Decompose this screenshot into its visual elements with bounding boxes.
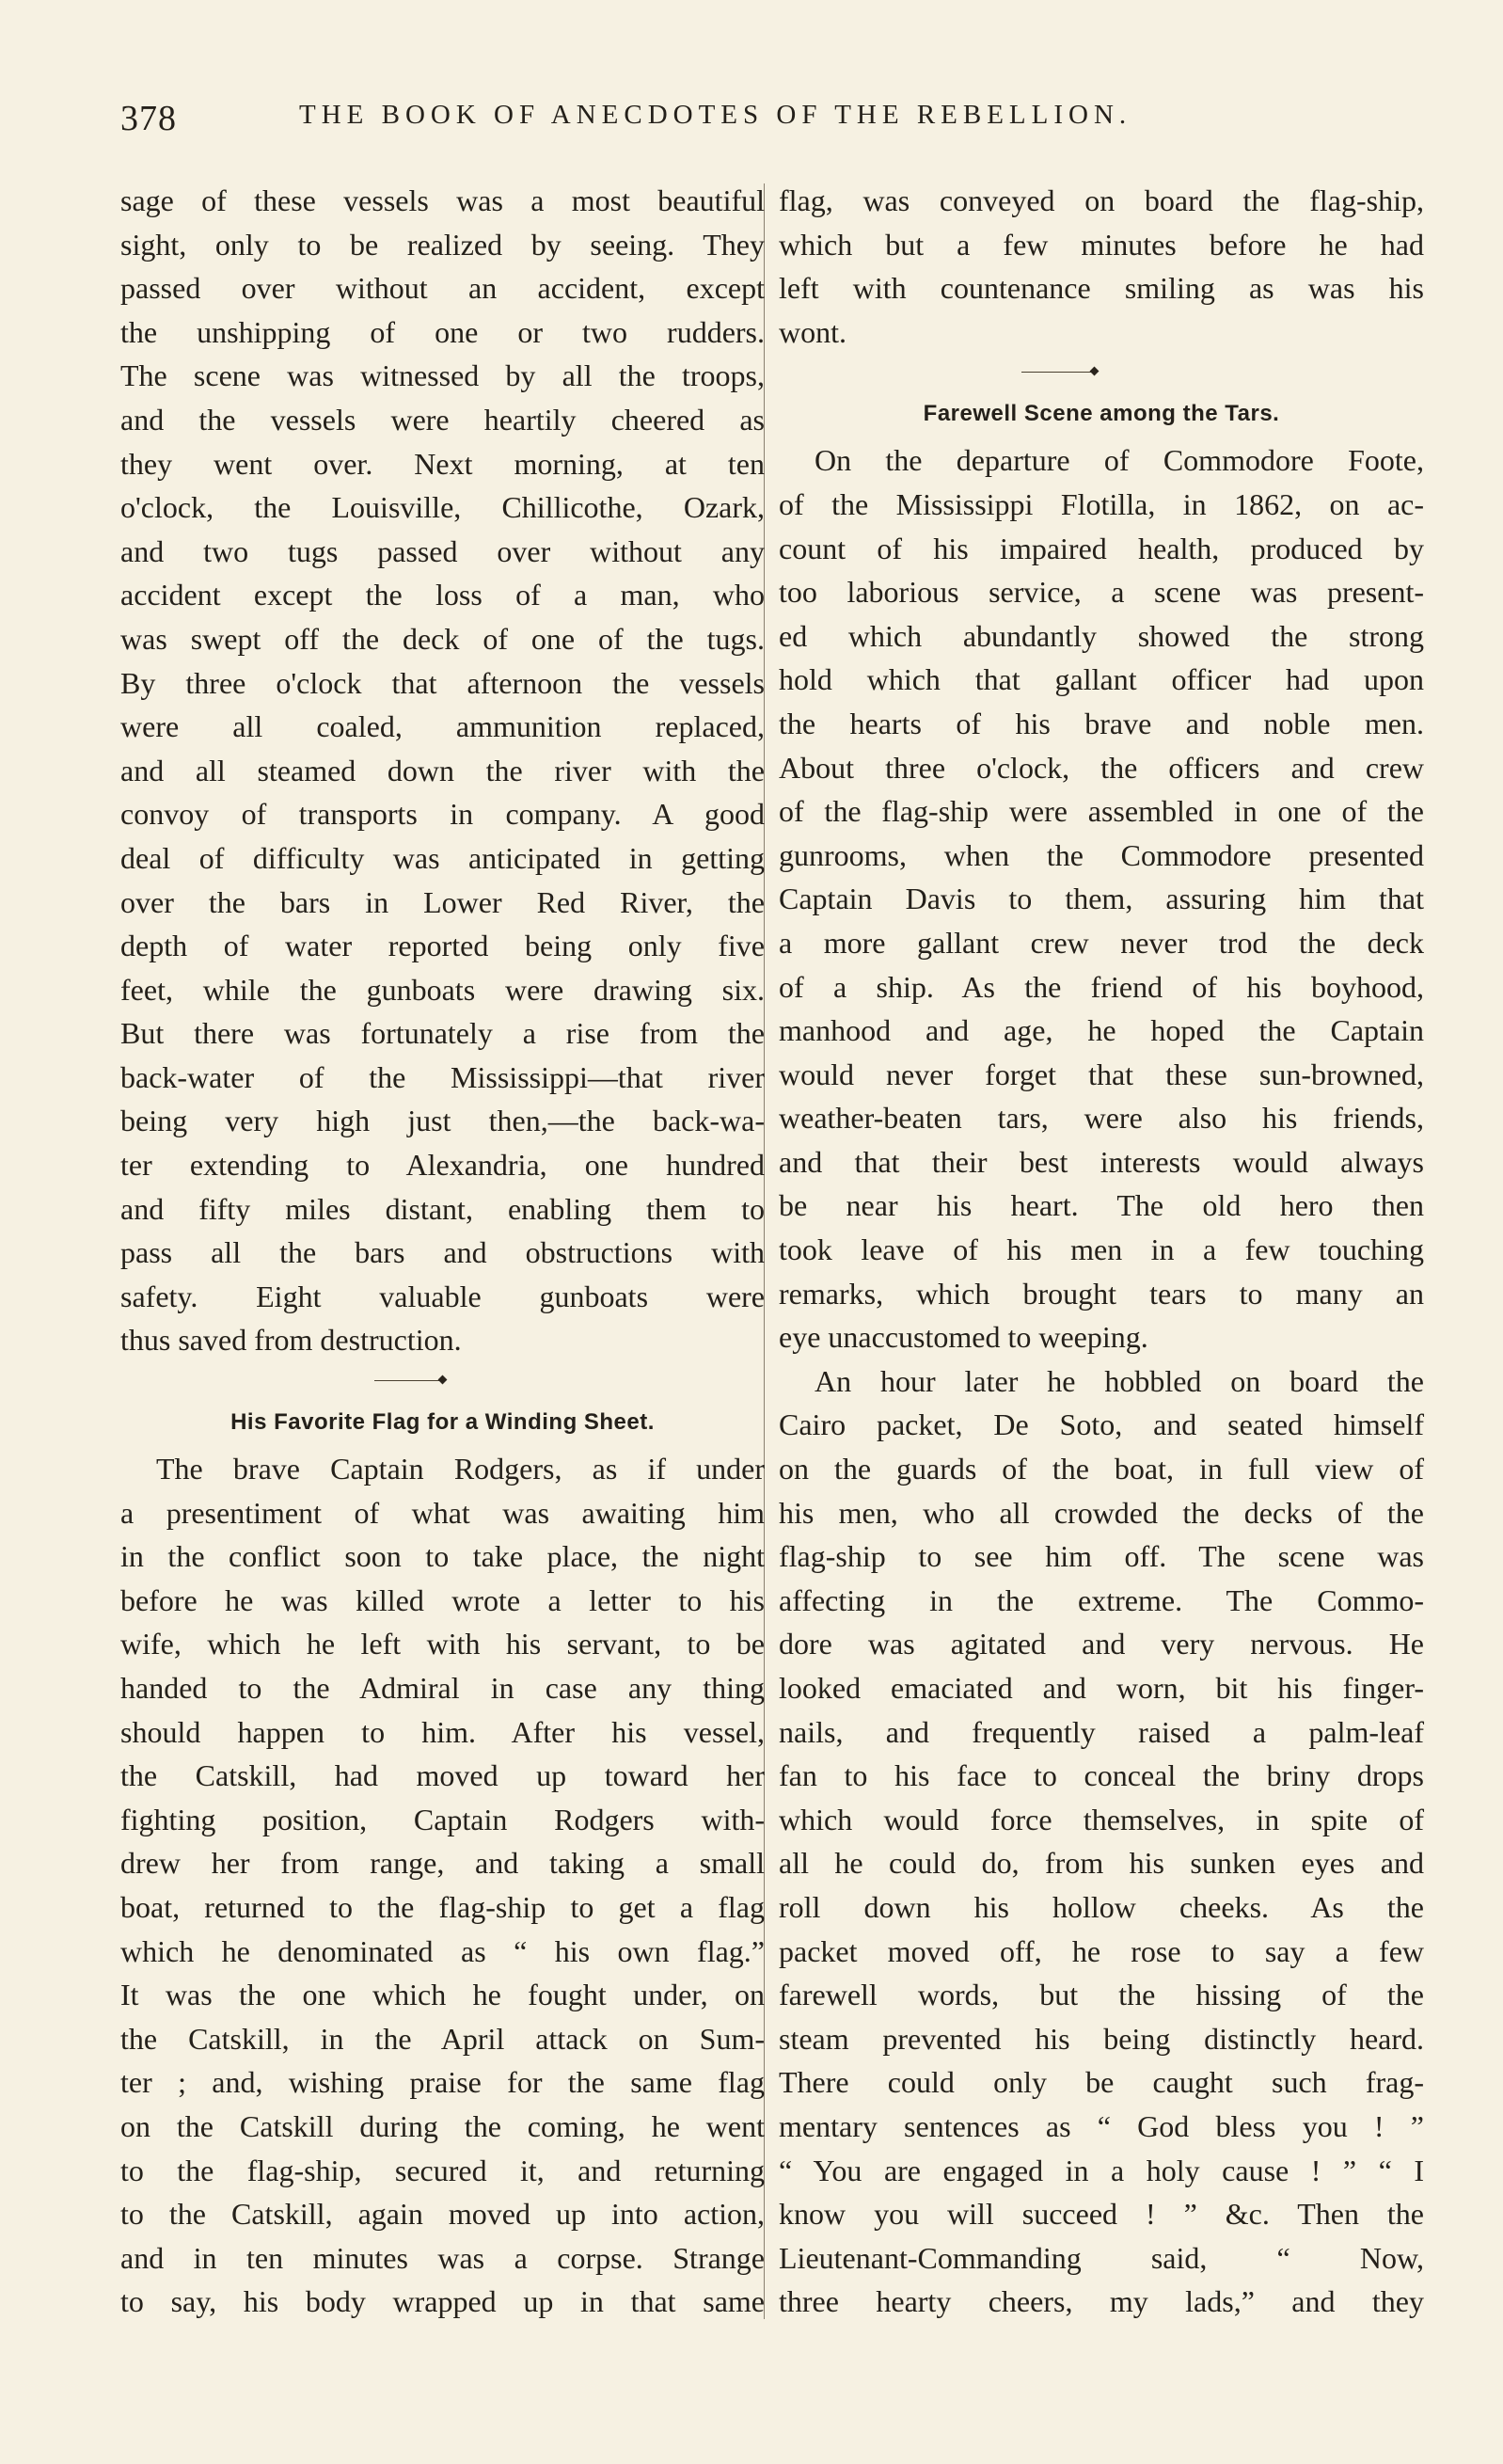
text-line: ter ; and, wishing praise for the same flag [120, 2065, 765, 2100]
text-line: which would force themselves, in spite of [779, 1802, 1424, 1836]
text-line: ter extending to Alexandria, one hundred [120, 1148, 765, 1183]
text-line: By three o'clock that afternoon the vessels [120, 665, 765, 700]
left-paragraph-rodgers [120, 1447, 765, 2324]
right-column [779, 179, 1424, 2324]
text-line: they went over. Next morning, at ten [120, 446, 765, 481]
left-column [120, 179, 765, 2324]
text-line: passed over without an accident, except [120, 271, 765, 306]
text-line: being very high just then,—the back-wa- [120, 1104, 765, 1138]
page-header [120, 98, 1428, 151]
text-line: before he was killed wrote a letter to his [120, 1582, 765, 1617]
text-line: looked emaciated and worn, bit his finger- [779, 1671, 1424, 1705]
text-line: remarks, which brought tears to many an [779, 1276, 1424, 1311]
left-paragraph-continued [120, 179, 765, 1362]
section-heading-farewell-scene: Farewell Scene among the Tars. [923, 401, 1280, 427]
text-line: his men, who all crowded the decks of the [779, 1495, 1424, 1530]
text-line: left with countenance smiling as was his [779, 271, 1424, 306]
running-title: THE BOOK OF ANECDOTES OF THE REBELLION. [299, 100, 1132, 130]
text-line: feet, while the gunboats were drawing six. [120, 972, 765, 1007]
text-line: the Catskill, in the April attack on Sum- [120, 2021, 765, 2056]
text-line: over the bars in Lower Red River, the [120, 884, 765, 919]
text-line: About three o'clock, the officers and crew [779, 750, 1424, 785]
text-line: On the departure of Commodore Foote, [815, 443, 1424, 478]
text-line: deal of difficulty was anticipated in getting [120, 840, 765, 875]
text-line: drew her from range, and taking a small [120, 1846, 765, 1881]
text-line: “ You are engaged in a holy cause ! ” “ I [779, 2153, 1424, 2187]
text-line: which but a few minutes before he had [779, 227, 1424, 262]
text-line: and all steamed down the river with the [120, 753, 765, 787]
text-line: took leave of his men in a few touching [779, 1232, 1424, 1267]
text-line: a more gallant crew never trod the deck [779, 925, 1424, 960]
text-line: of a ship. As the friend of his boyhood, [779, 969, 1424, 1004]
text-line: Captain Davis to them, assuring him that [779, 882, 1424, 916]
text-line: and fifty miles distant, enabling them to [120, 1191, 765, 1226]
text-line: to the Catskill, again moved up into action, [120, 2197, 765, 2232]
text-line: o'clock, the Louisville, Chillicothe, Ozark, [120, 490, 765, 525]
text-line: flag-ship to see him off. The scene was [779, 1539, 1424, 1574]
text-line: sage of these vessels was a most beautiful [120, 183, 765, 217]
text-line: on the Catskill during the coming, he went [120, 2108, 765, 2143]
text-line: Lieutenant-Commanding said, “ Now, [779, 2240, 1424, 2275]
text-line: manhood and age, he hoped the Captain [779, 1013, 1424, 1048]
section-heading-favorite-flag: His Favorite Flag for a Winding Sheet. [230, 1409, 655, 1436]
text-line: and in ten minutes was a corpse. Strange [120, 2240, 765, 2275]
text-line: all he could do, from his sunken eyes and [779, 1846, 1424, 1881]
text-line: farewell words, but the hissing of the [779, 1978, 1424, 2012]
text-line: on the guards of the boat, in full view of [779, 1452, 1424, 1486]
text-line: the hearts of his brave and noble men. [779, 706, 1424, 740]
text-line: thus saved from destruction. [120, 1323, 462, 1358]
text-line: eye unaccustomed to weeping. [779, 1320, 1148, 1355]
text-line: which he denominated as “ his own flag.” [120, 1933, 765, 1968]
text-line: in the conflict soon to take place, the night [120, 1539, 765, 1574]
right-paragraph-continued [779, 179, 1424, 354]
text-line: The brave Captain Rodgers, as if under [156, 1452, 765, 1486]
text-line: roll down his hollow cheeks. As the [779, 1889, 1424, 1924]
text-line: convoy of transports in company. A good [120, 797, 765, 832]
right-paragraph-foote-departure [779, 438, 1424, 1359]
text-line: and two tugs passed over without any [120, 533, 765, 568]
section-divider [120, 1362, 765, 1398]
text-line: to the flag-ship, secured it, and returning [120, 2153, 765, 2187]
text-line: to say, his body wrapped up in that same [120, 2284, 765, 2319]
text-line: weather-beaten tars, were also his friends, [779, 1101, 1424, 1136]
text-line: know you will succeed ! ” &c. Then the [779, 2197, 1424, 2232]
text-line: accident except the loss of a man, who [120, 578, 765, 612]
section-divider [779, 354, 1424, 389]
text-line: flag, was conveyed on board the flag-ship, [779, 183, 1424, 217]
text-line: There could only be caught such frag- [779, 2065, 1424, 2100]
text-line: steam prevented his being distinctly heard. [779, 2021, 1424, 2056]
right-paragraph-hour-later [779, 1359, 1424, 2324]
text-line: count of his impaired health, produced by [779, 531, 1424, 565]
text-line: and that their best interests would always [779, 1144, 1424, 1179]
text-line: boat, returned to the flag-ship to get a flag [120, 1889, 765, 1924]
text-line: of the flag-ship were assembled in one of the [779, 794, 1424, 829]
text-line: the Catskill, had moved up toward her [120, 1758, 765, 1793]
text-line: back-water of the Mississippi—that river [120, 1059, 765, 1094]
text-line: should happen to him. After his vessel, [120, 1714, 765, 1749]
text-line: of the Mississippi Flotilla, in 1862, on ac- [779, 486, 1424, 521]
text-line: depth of water reported being only five [120, 929, 765, 963]
text-line: It was the one which he fought under, on [120, 1978, 765, 2012]
text-line: handed to the Admiral in case any thing [120, 1671, 765, 1705]
text-line: and the vessels were heartily cheered as [120, 402, 765, 437]
text-line: safety. Eight valuable gunboats were [120, 1279, 765, 1313]
text-line: be near his heart. The old hero then [779, 1188, 1424, 1223]
page-number: 378 [120, 99, 177, 138]
text-line: wife, which he left with his servant, to be [120, 1627, 765, 1661]
text-line: sight, only to be realized by seeing. They [120, 227, 765, 262]
text-line: affecting in the extreme. The Commo- [779, 1582, 1424, 1617]
text-line: fan to his face to conceal the briny drops [779, 1758, 1424, 1793]
text-line: packet moved off, he rose to say a few [779, 1933, 1424, 1968]
text-line: dore was agitated and very nervous. He [779, 1627, 1424, 1661]
text-line: gunrooms, when the Commodore presented [779, 837, 1424, 872]
text-line: were all coaled, ammunition replaced, [120, 709, 765, 744]
text-line: An hour later he hobbled on board the [815, 1363, 1424, 1398]
text-line: pass all the bars and obstructions with [120, 1235, 765, 1270]
text-line: wont. [779, 314, 846, 349]
text-line: fighting position, Captain Rodgers with- [120, 1802, 765, 1836]
text-line: The scene was witnessed by all the troops, [120, 358, 765, 393]
text-line: mentary sentences as “ God bless you ! ” [779, 2108, 1424, 2143]
text-line: was swept off the deck of one of the tugs. [120, 621, 765, 656]
text-line: a presentiment of what was awaiting him [120, 1495, 765, 1530]
text-line: Cairo packet, De Soto, and seated himself [779, 1407, 1424, 1442]
text-line: nails, and frequently raised a palm-leaf [779, 1714, 1424, 1749]
text-line: hold which that gallant officer had upon [779, 662, 1424, 697]
text-line: three hearty cheers, my lads,” and they [779, 2284, 1424, 2319]
text-line: would never forget that these sun-browned, [779, 1057, 1424, 1091]
text-line: ed which abundantly showed the strong [779, 618, 1424, 653]
text-line: But there was fortunately a rise from the [120, 1016, 765, 1051]
text-line: the unshipping of one or two rudders. [120, 314, 765, 349]
text-line: too laborious service, a scene was present- [779, 575, 1424, 610]
